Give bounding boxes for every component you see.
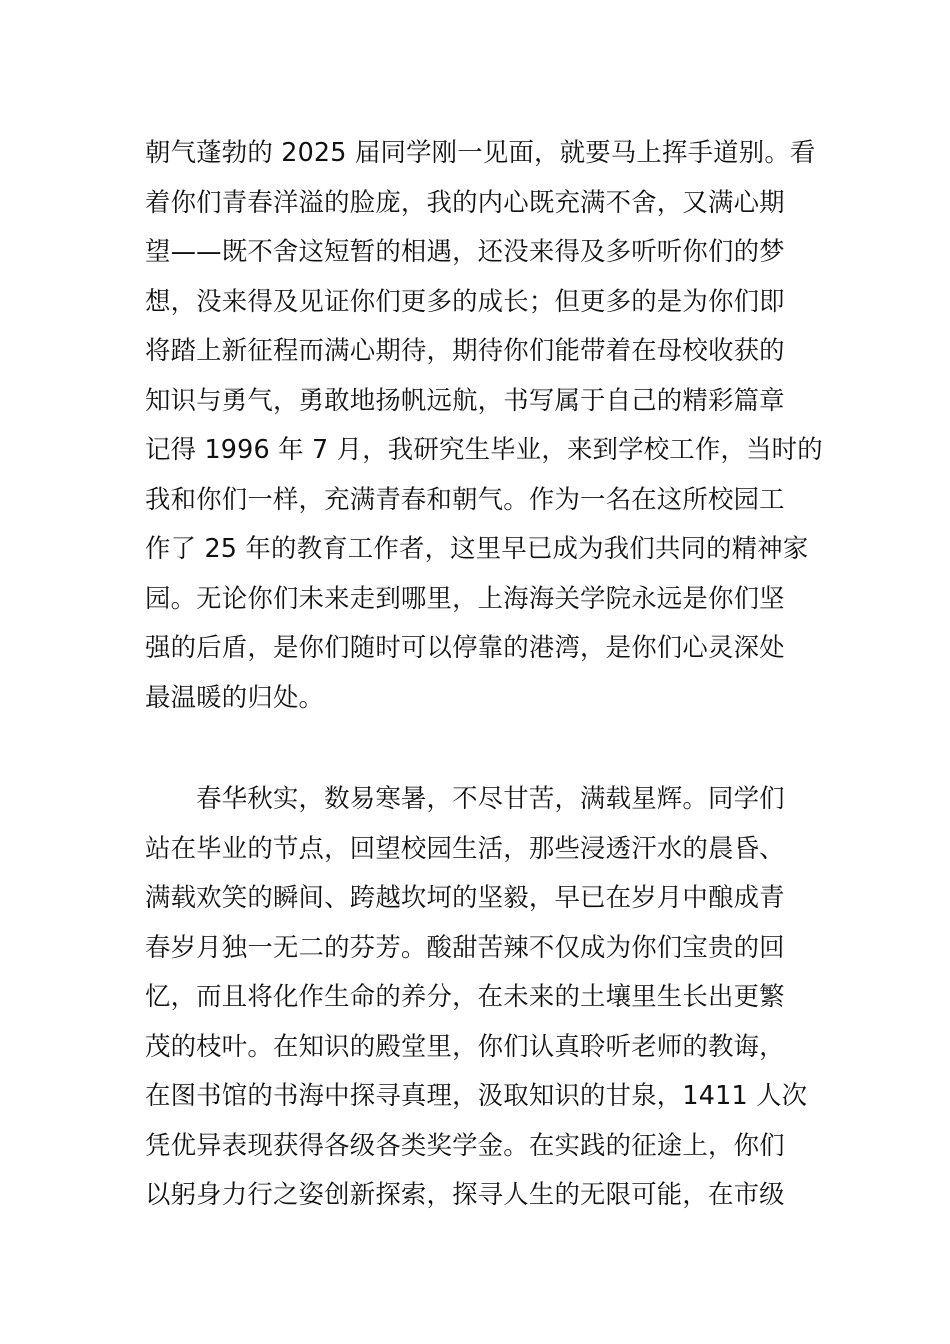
paragraph-line: 园。无论你们未来走到哪里，上海海关学院永远是你们坚 [145,582,785,613]
paragraph-2 [145,774,810,1220]
paragraph-line: 想，没来得及见证你们更多的成长；但更多的是为你们即 [145,285,785,316]
paragraph-line: 在图书馆的书海中探寻真理，汲取知识的甘泉，1411 人次 [145,1080,808,1110]
paragraph-line: 茂的枝叶。在知识的殿堂里，你们认真聆听老师的教诲， [145,1030,785,1061]
paragraph-line: 站在毕业的节点，回望校园生活，那些浸透汗水的晨昏、 [145,832,785,863]
paragraph-line: 春华秋实，数易寒暑，不尽甘苦，满载星辉。同学们 [145,783,785,813]
paragraph-line: 春岁月独一无二的芬芳。酸甜苦辣不仅成为你们宝贵的回 [145,931,785,962]
paragraph-line: 以躬身力行之姿创新探索，探寻人生的无限可能，在市级 [145,1179,785,1209]
paragraph-line: 记得 1996 年 7 月，我研究生毕业，来到学校工作，当时的 [145,434,823,464]
paragraph-line: 作了 25 年的教育工作者，这里早已成为我们共同的精神家 [145,533,809,563]
paragraph-line: 满载欢笑的瞬间、跨越坎坷的坚毅，早已在岁月中酿成青 [145,882,785,912]
paragraph-line: 我和你们一样，充满青春和朝气。作为一名在这所校园工 [145,483,785,514]
paragraph-line: 最温暖的归处。 [145,681,325,712]
paragraph-line: 知识与勇气，勇敢地扬帆远航，书写属于自己的精彩篇章 [145,384,785,415]
paragraph-line: 将踏上新征程而满心期待，期待你们能带着在母校收获的 [145,335,785,365]
paragraph-1 [145,128,823,722]
paragraph-line: 凭优异表现获得各级各类奖学金。在实践的征途上，你们 [145,1129,785,1160]
paragraph-line: 忆，而且将化作生命的养分，在未来的土壤里生长出更繁 [145,981,785,1011]
paragraph-line: 朝气蓬勃的 2025 届同学刚一见面，就要马上挥手道别。看 [145,137,816,167]
paragraph-line: 着你们青春洋溢的脸庞，我的内心既充满不舍，又满心期 [145,186,785,217]
paragraph-line: 望——既不舍这短暂的相遇，还没来得及多听听你们的梦 [145,236,785,266]
paragraph-line: 强的后盾，是你们随时可以停靠的港湾，是你们心灵深处 [145,632,785,662]
